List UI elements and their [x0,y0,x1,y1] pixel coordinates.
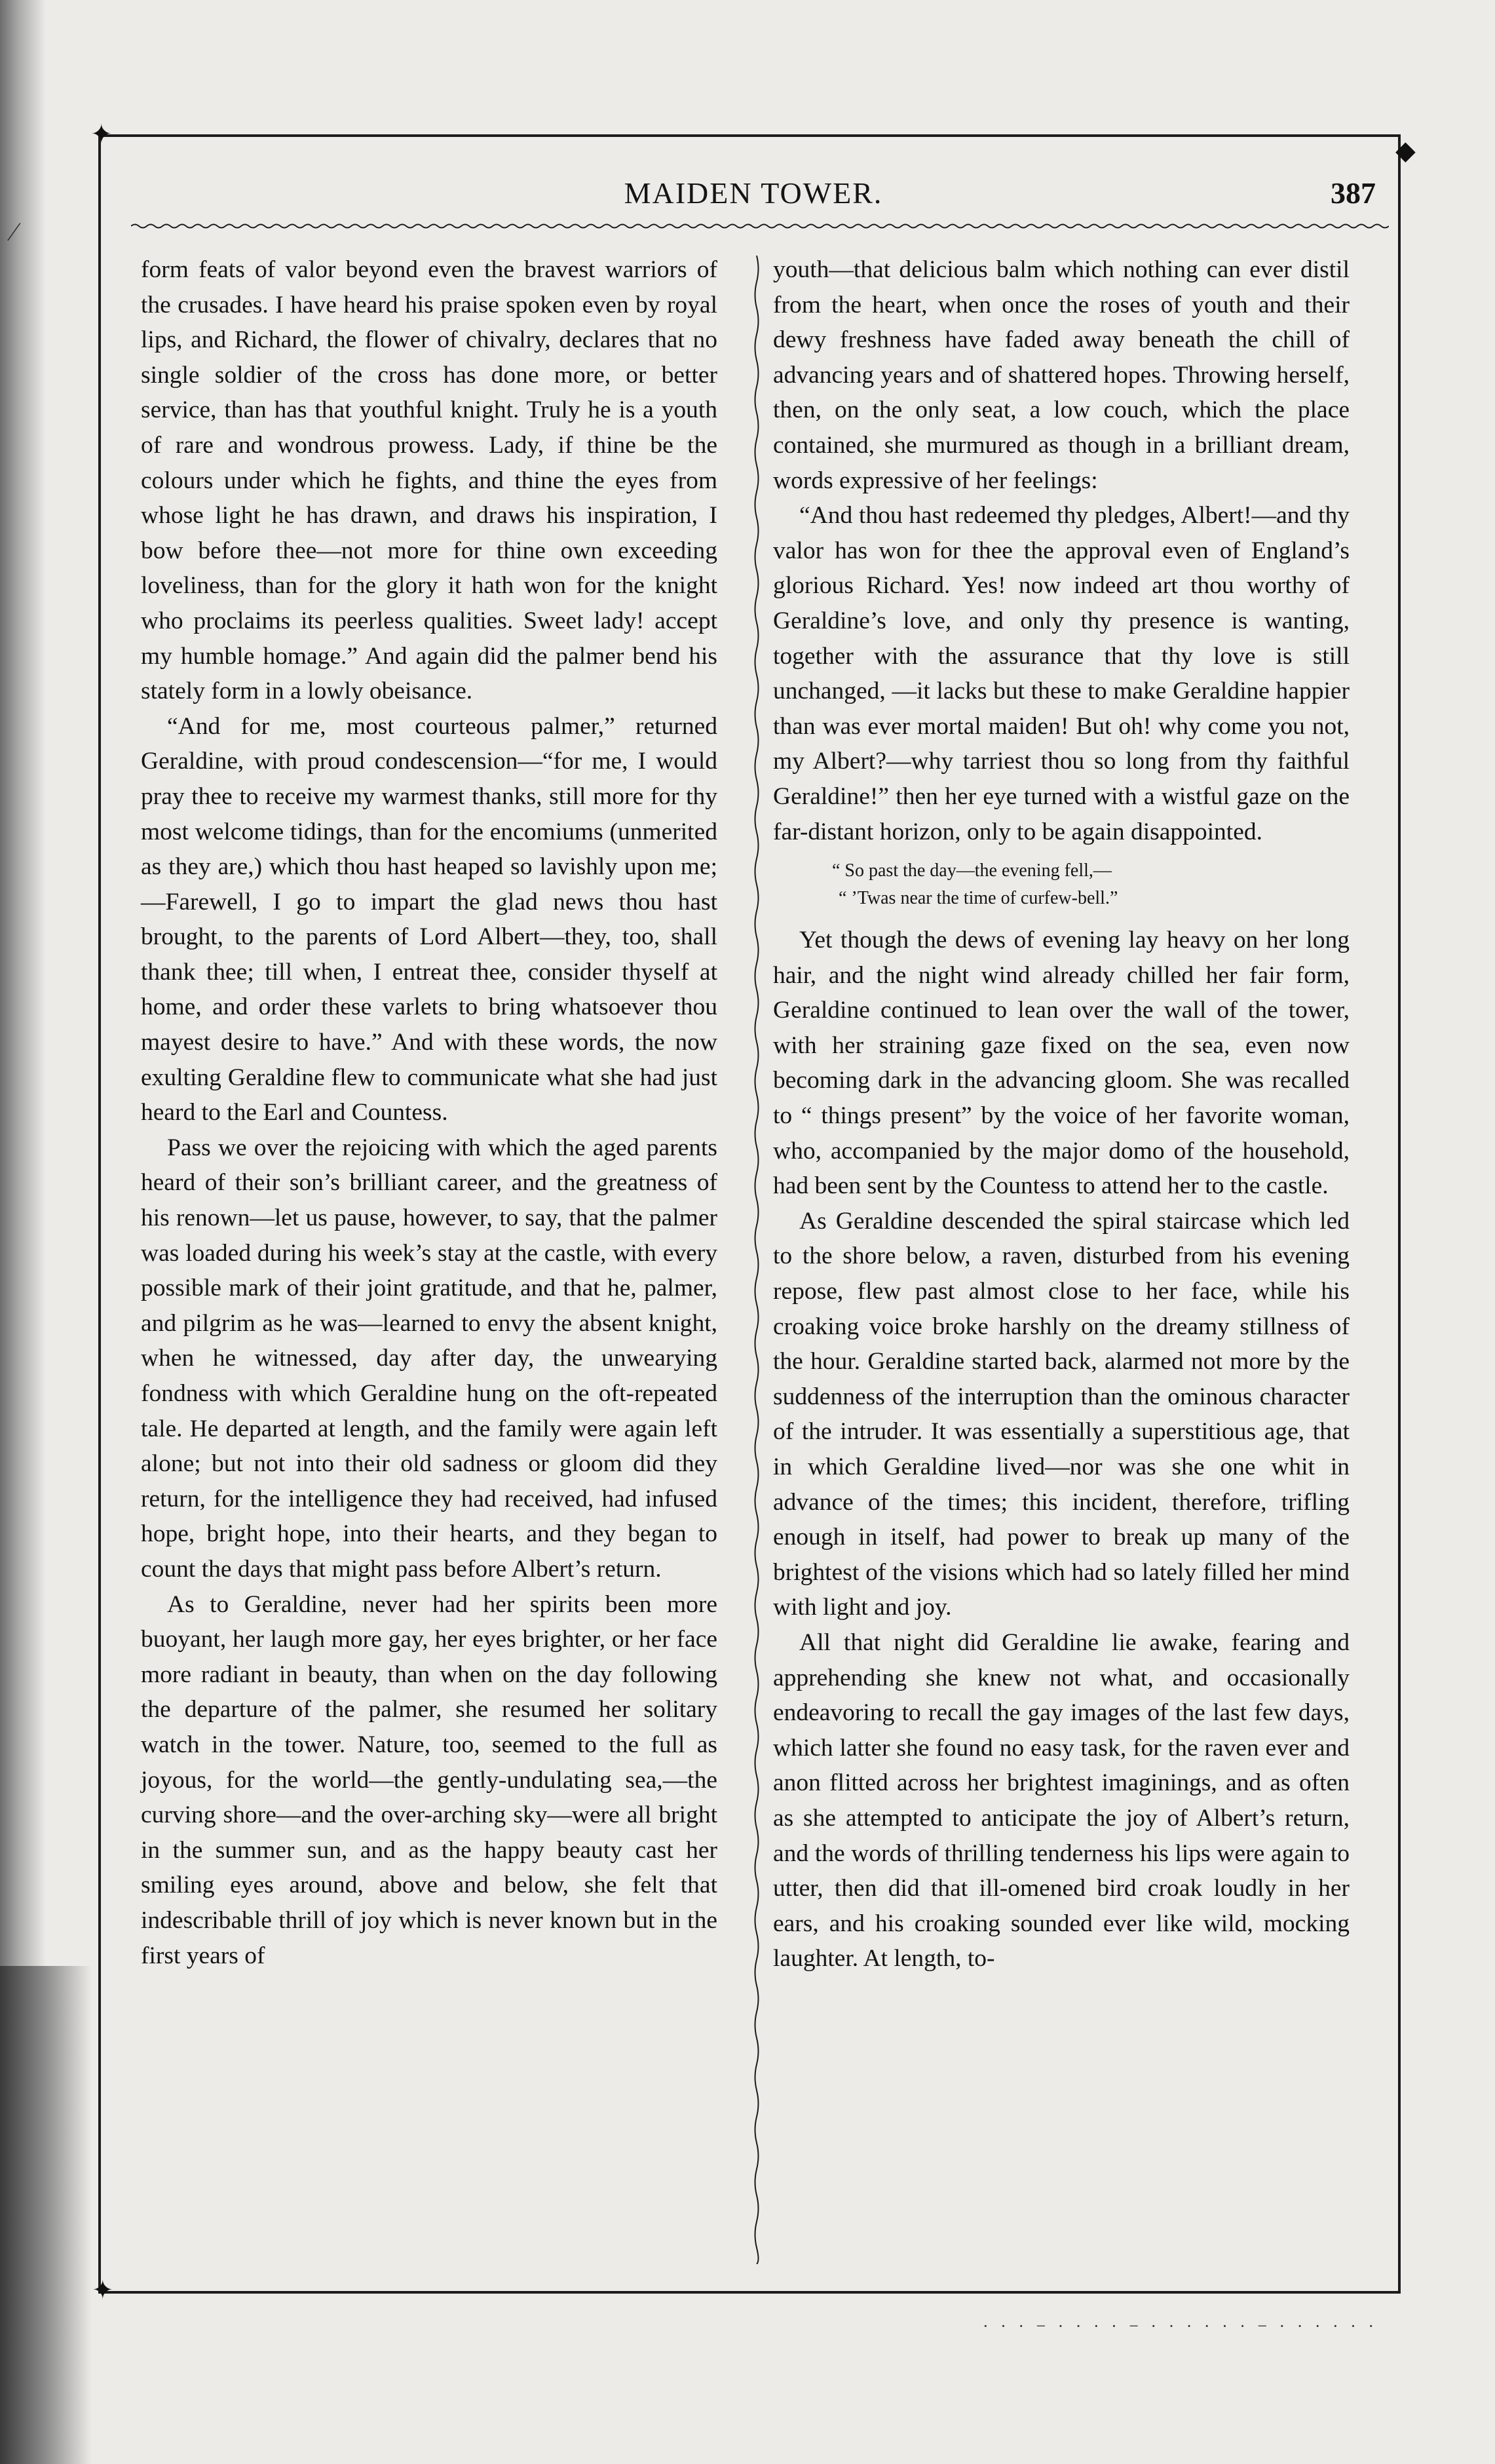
page-number: 387 [1331,176,1376,210]
verse-line: “ So past the day—the evening fell,— [832,860,1112,881]
paragraph: “And thou hast redeemed thy pledges, Albert!—and thy valor has won for thee the approval even of England’s glorious Richard. Yes! now indeed art thou worthy of Geraldine’s love, and only thy presence is wanting, together with the assurance that thy love is still unchanged, —it lacks but these to make Geraldine happier than was ever mortal maiden! But oh! why come you not, my Albert?—why tarriest thou so long from thy faithful Geraldine!” then her eye turned with a wistful gaze on the far-distant horizon, only to be again disappointed. [773,502,1350,845]
left-column [141,252,717,2271]
paragraph: “And for me, most courteous palmer,” returned Geraldine, with proud condescension—“for me, I would pray thee to receive my warmest thanks, still more for thy most welcome tidings, than for the encomiums (unmerited as they are,) which thou hast heaped so lavishly upon me;—Farewell, I go to impart the glad news thou hast brought, to the parents of Lord Albert—they, too, shall thank thee; till when, I entreat thee, consider thyself at home, and order these varlets to bring whatsoever thou mayest desire to have.” And with these words, the now exulting Geraldine flew to communicate what she had just heard to the Earl and Countess. [141,712,717,1126]
binding-shadow-bottom [0,1966,92,2464]
corner-ornament-icon: ✦ [92,2275,114,2305]
header-wavy-rule [131,223,1389,229]
corner-ornament-icon: ◆ [1395,136,1416,165]
paragraph: Pass we over the rejoicing with which the aged parents heard of their son’s brilliant career, and the greatness of his renown—let us pause, however, to say, that the palmer was loaded during his week’s stay at the castle, with every possible mark of their joint gratitude, and that he, palmer, and pilgrim as he was—learned to envy the absent knight, when he witnessed, day after day, the unwearying fondness with which Geraldine hung on the oft-repeated tale. He departed at length, and the family were again left alone; but not into their old sadness or gloom did they return, for the intelligence they had received, had infused hope, bright hope, into their hearts, and they began to count the days that might pass before Albert’s return. [141,1134,717,1583]
verse-quotation [832,857,1350,912]
right-column [773,252,1350,2271]
paragraph: As Geraldine descended the spiral staircase which led to the shore below, a raven, disturbed from his evening repose, flew past almost close to her face, while his croaking voice broke harshly on the dreamy stillness of the hour. Geraldine started back, alarmed not more by the suddenness of the interruption than the ominous character of the intruder. It was essentially a superstitious age, that in which Geraldine lived—nor was she one whit in advance of the times; this incident, therefore, trifling enough in itself, had power to break up many of the brightest of the visions which had so lately filled her mind with light and joy. [773,1207,1350,1621]
column-divider [752,256,761,2264]
page-header [131,176,1376,221]
footer-print-specks: · · · − · · · · − · · · · · · − · · · · · · [983,2317,1378,2330]
margin-mark-icon: ⁄ [12,217,16,246]
corner-ornament-icon: ✦ [90,119,113,149]
paragraph: youth—that delicious balm which nothing can ever distil from the heart, when once the roses of youth and their dewy freshness have faded away beneath the chill of advancing years and of shattered hopes. Throwing herself, then, on the only seat, a low couch, which the place contained, she murmured as though in a brilliant dream, words expressive of her feelings: [773,256,1350,494]
paragraph: As to Geraldine, never had her spirits been more buoyant, her laugh more gay, her eyes brighter, or her face more radiant in beauty, than when on the day following the departure of the palmer, she resumed her solitary watch in the tower. Nature, too, seemed to the full as joyous, for the world—the gently-undulating sea,—the curving shore—and the over-arching sky—were all bright in the summer sun, and as the happy beauty cast her smiling eyes around, above and below, she felt that indescribable thrill of joy which is never known but in the first years of [141,1590,717,1969]
paragraph: Yet though the dews of evening lay heavy on her long hair, and the night wind already chilled her fair form, Geraldine continued to lean over the wall of the tower, with her straining gaze fixed on the sea, even now becoming dark in the advancing gloom. She was recalled to “ things present” by the voice of her favorite woman, who, accompanied by the major domo of the household, had been sent by the Countess to attend her to the castle. [773,927,1350,1200]
verse-line: “ ’Twas near the time of curfew-bell.” [839,888,1118,909]
paragraph: form feats of valor beyond even the bravest warriors of the crusades. I have heard his praise spoken even by royal lips, and Richard, the flower of chivalry, declares that no single soldier of the cross has done more, or better service, than has that youthful knight. Truly he is a youth of rare and wondrous prowess. Lady, if thine be the colours under which he fights, and thine the eyes from whose light he has drawn, and draws his inspiration, I bow before thee—not more for thine own exceeding loveliness, than for the glory it hath won for the knight who proclaims its peerless qualities. Sweet lady! accept my humble homage.” And again did the palmer bend his stately form in a lowly obeisance. [141,256,717,705]
paragraph: All that night did Geraldine lie awake, fearing and apprehending she knew not what, and occasionally endeavoring to recall the gay images of the last few days, which latter she found no easy task, for the raven ever and anon flitted across her brightest imaginings, and as often as she attempted to anticipate the joy of Albert’s return, and the words of thrilling tenderness his lips were again to utter, then did that ill-omened bird croak loudly in her ears, and his croaking sounded ever like wild, mocking laughter. At length, to- [773,1628,1350,1973]
running-title: MAIDEN TOWER. [624,176,883,210]
